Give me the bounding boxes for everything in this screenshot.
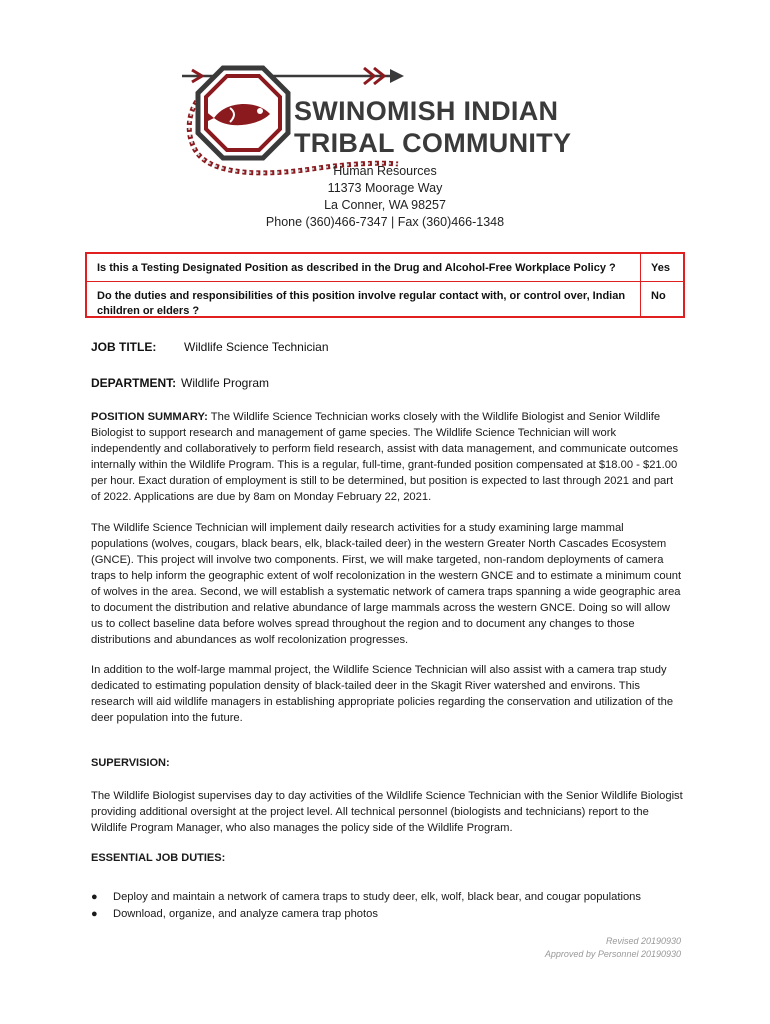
city-line: La Conner, WA 98257: [324, 198, 446, 212]
position-summary-text: The Wildlife Science Technician works closely with the Wildlife Biologist and Senior Wildlife Biologist to support research and management of game species. The Wildlife Science Technician will work independently and collaboratively to perform field research, assist with data management, and communicate outcomes internally within the Wildlife Program. This is a regular, full-time, grant-funded position compensated at $18.00 - $21.00 per hour. Exact duration of employment is still to be determined, but position is expected to last through 2021 and part of 2022. Applications are due by 8am on Monday February 22, 2021.: [91, 411, 679, 503]
job-title-field: [91, 340, 329, 354]
table-row: [87, 282, 683, 318]
phone-fax-line: Phone (360)466-7347 | Fax (360)466-1348: [265, 215, 505, 229]
position-summary: [91, 409, 683, 505]
supervision-heading: SUPERVISION:: [91, 757, 170, 769]
address-block: [0, 163, 770, 231]
department-field: [91, 376, 270, 390]
revision-note: [545, 935, 681, 961]
revised-date: Revised 20190930: [605, 936, 681, 946]
policy-answer: No: [651, 290, 666, 302]
policy-answer: Yes: [651, 262, 670, 274]
policy-question: Do the duties and responsibilities of this position involve regular contact with, or control over, Indian children or elders ?: [97, 290, 626, 317]
policy-table: [85, 252, 685, 318]
body-paragraph: The Wildlife Science Technician will implement daily research activities for a study examining large mammal populations (wolves, cougars, black bears, elk, black-tailed deer) in the western Greater North Cascades Ecosystem (GNCE). This project will involve two components. First, we will make targeted, non-random deployments of camera traps to help inform the geographic extent of wolf recolonization in the western GNCE and to estimate a minimum count of wolves in the area. Second, we will establish a systematic network of camera traps spanning a wide geographic area to document the distribution and relative abundance of large mammals across the western GNCE. Doing so will allow us to collect baseline data before wolves spread throughout the region and to document any changes to those distributions and abundances as wolf recolonization progresses.: [91, 522, 682, 646]
supervision-text: The Wildlife Biologist supervises day to day activities of the Wildlife Science Technician with the Senior Wildlife Biologist providing additional oversight at the project level. All technical personnel (biologists and technicians) report to the Wildlife Program Manager, who also manages the policy side of the Wildlife Program.: [91, 790, 683, 834]
duties-heading: ESSENTIAL JOB DUTIES:: [91, 852, 226, 864]
org-name-line1: SWINOMISH INDIAN: [294, 96, 559, 126]
list-item: [91, 889, 691, 906]
department-line: Human Resources: [333, 164, 437, 178]
duty-text: Download, organize, and analyze camera trap photos: [113, 908, 378, 920]
street-line: 11373 Moorage Way: [327, 181, 443, 195]
position-summary-label: POSITION SUMMARY:: [91, 411, 208, 423]
job-title-label: JOB TITLE:: [91, 340, 157, 354]
policy-question: Is this a Testing Designated Position as described in the Drug and Alcohol-Free Workplace Policy ?: [97, 262, 616, 274]
duty-text: Deploy and maintain a network of camera traps to study deer, elk, wolf, black bear, and cougar populations: [113, 891, 641, 903]
department-label: DEPARTMENT:: [91, 376, 177, 390]
duties-list: [91, 889, 691, 923]
job-title-value: Wildlife Science Technician: [184, 340, 329, 354]
department-value: Wildlife Program: [181, 376, 270, 390]
bullet-icon: ●: [91, 908, 98, 920]
body-paragraph: In addition to the wolf-large mammal project, the Wildlife Science Technician will also assist with a camera trap study dedicated to estimating population density of black-tailed deer in the Skagit River watershed and environs. This research will aid wildlife managers in establishing appropriate policies regarding the conservation and utilization of the deer population into the future.: [91, 664, 674, 724]
table-row: [87, 254, 683, 282]
list-item: [91, 906, 691, 923]
bullet-icon: ●: [91, 891, 98, 903]
approved-date: Approved by Personnel 20190930: [544, 949, 681, 959]
org-name-line2: TRIBAL COMMUNITY: [294, 128, 572, 158]
